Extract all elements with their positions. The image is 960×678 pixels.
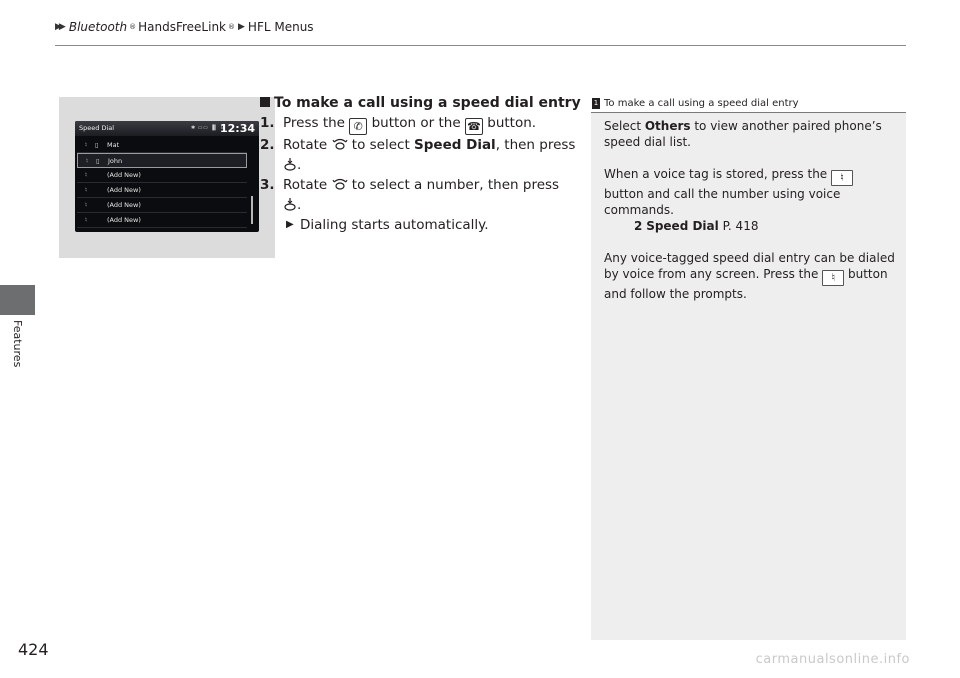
note-text: button and follow the prompts. [604,267,888,301]
note-text: Any voice-tagged speed dial entry can be dialed by voice from any screen. Press the [604,251,895,281]
list-item-label: Mat [107,141,120,149]
list-item[interactable] [77,183,247,198]
status-icons: ✱ ▭▭ ▐▎ ⊞ [191,125,226,131]
step-text: Press the [283,115,350,131]
heading-square-icon [260,97,270,107]
note-text: button and call the number using voice commands. [604,187,841,217]
breadcrumb-handsfreelink[interactable]: HandsFreeLink [138,20,226,34]
page-number: 424 [18,640,49,659]
list-item-label: (Add New) [107,171,141,179]
xref-page: P. 418 [718,219,759,233]
screen-header [75,121,259,136]
pick-up-button-icon: ☎ [465,118,483,135]
step-bold-text: Speed Dial [414,137,496,153]
rotate-knob-icon [332,177,348,191]
step-number: 1. [260,115,275,131]
header-divider [55,45,906,46]
step-3 [260,175,590,215]
list-item-label: John [108,156,123,165]
note-paragraph [604,250,896,302]
step-number: 2. [260,137,275,153]
registered-mark: ® [129,23,137,31]
note-text: to view another paired phone’s speed dial list. [604,119,882,149]
note-text: Select [604,119,645,133]
voice-tag-icon: ♮ [84,171,88,179]
step-text: button or the [367,115,465,131]
screen-title: Speed Dial [79,124,115,132]
voice-tag-icon: ♮ [84,186,88,194]
screen-clock: 12:34 [219,122,255,135]
step-text: . [297,157,302,173]
list-item[interactable] [77,198,247,213]
list-item-label: (Add New) [107,201,141,209]
result-text: Dialing starts automatically. [300,217,489,233]
cross-reference-link[interactable] [604,218,896,234]
voice-tag-icon: ♮ [84,141,88,149]
step-text: . [297,197,302,213]
talk-button-icon: ♮ [822,270,844,286]
section-tab [0,285,35,315]
heading-text: To make a call using a speed dial entry [274,95,581,111]
voice-tag-icon: ♮ [85,156,89,165]
speed-dial-screen [75,121,259,232]
note-bold-text: Others [644,119,691,133]
xref-title: Speed Dial [646,219,719,233]
step-number: 3. [260,177,275,193]
rotate-knob-icon [332,137,348,151]
watermark: carmanualsonline.info [755,652,910,667]
talk-button-icon: ♮ [831,170,853,186]
note-paragraph [604,166,896,218]
registered-mark: ® [228,23,235,31]
step-result [260,215,590,235]
step-text: button. [482,115,537,131]
note-header [591,96,906,113]
list-item[interactable] [77,213,247,228]
note-badge: 1 [593,99,599,107]
list-item-selected[interactable] [77,153,247,168]
breadcrumb-arrow-icon: ▶ [238,22,242,32]
section-label: Features [11,320,24,368]
step-2 [260,135,590,175]
list-item[interactable] [77,138,247,153]
step-text: , then press [495,137,576,153]
section-heading [260,93,590,113]
step-1 [260,113,590,135]
voice-tag-icon: ♮ [84,201,88,209]
list-item-label: (Add New) [107,216,141,224]
speed-dial-list [77,138,247,228]
breadcrumb [55,20,314,34]
phone-icon: ▯ [95,141,99,149]
press-knob-icon [283,157,297,171]
step-text: Rotate [283,177,332,193]
press-knob-icon [283,197,297,211]
breadcrumb-bluetooth[interactable]: Bluetooth [68,20,128,34]
step-text: to select a number, then press [347,177,560,193]
list-item-label: (Add New) [107,186,141,194]
side-note [591,96,906,640]
voice-tag-icon: ♮ [84,216,88,224]
note-paragraph [604,118,896,150]
note-title: To make a call using a speed dial entry [604,98,799,109]
step-text: Rotate [283,137,332,153]
xref-arrow-icon: 2 [634,219,643,233]
phone-icon: ▯ [96,156,100,165]
note-body [604,118,896,318]
instructions [260,93,590,235]
step-text: to select [347,137,415,153]
breadcrumb-arrow-icon: ▶▶ [55,22,63,32]
breadcrumb-hfl-menus[interactable]: HFL Menus [247,20,314,34]
list-item[interactable] [77,168,247,183]
result-arrow-icon: ▶ [286,219,294,230]
screen-scrollbar[interactable] [251,196,253,224]
note-text: When a voice tag is stored, press the [604,167,831,181]
phone-button-icon: ✆ [349,118,367,135]
